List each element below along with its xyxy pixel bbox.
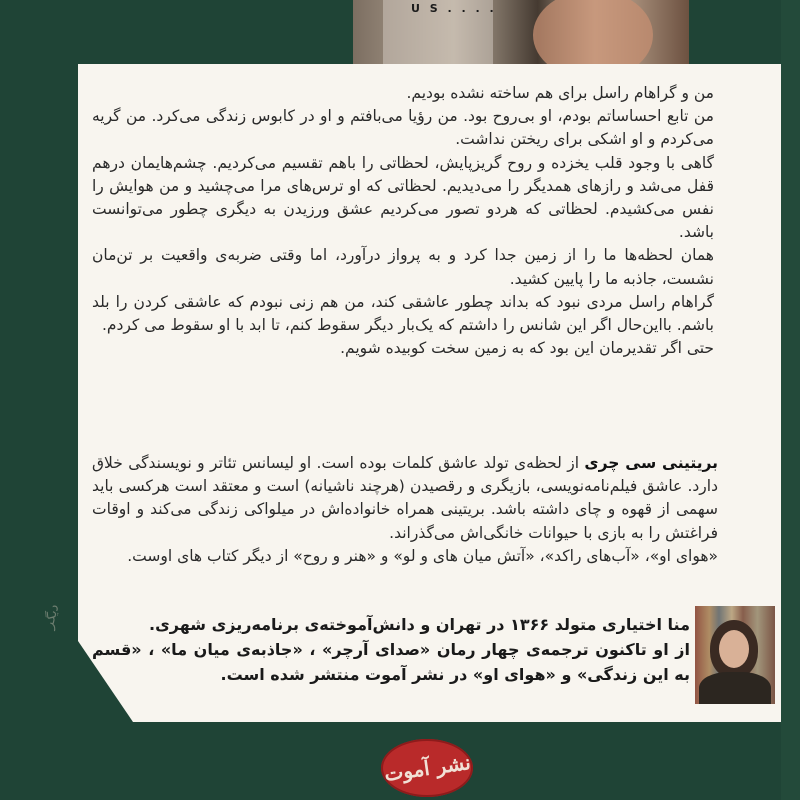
translator-face [719, 630, 749, 668]
main-paragraph-1: من و گراهام راسل برای هم ساخته نشده بودیم. [406, 84, 714, 102]
author-photo [353, 0, 689, 66]
author-bio [92, 452, 718, 568]
translator-line-1: منا اختیاری متولد ۱۳۶۶ در تهران و دانش‌آموخته‌ی برنامه‌ریزی شهری. [149, 615, 690, 634]
author-bio-paragraph [92, 452, 718, 545]
author-name: بریتینی سی چری [584, 454, 718, 472]
translator-body [699, 672, 771, 704]
main-paragraph-6: حتی اگر تقدیرمان این بود که به زمین سخت کوبیده شویم. [340, 339, 714, 358]
photo-figure-right [533, 0, 653, 66]
translator-bio [92, 612, 690, 687]
main-text [92, 82, 714, 360]
translator-line-2: از او تاکنون ترجمه‌ی چهار رمان «صدای آرچر» ، «جاذبه‌ی میان ما» ، «قسم به این زندگی» و «هوای او» در نشر آموت منتشر شده است. [92, 640, 690, 684]
author-books-line: «هوای او»، «آب‌های راکد»، «آتش میان های و لو» و «هنر و روح» از دیگر کتاب های اوست. [127, 546, 718, 565]
main-paragraph-4: همان لحظه‌ها ما را از زمین جدا کرد و به پرواز درآورد، اما وقتی ضربه‌ی واقعیت بر تن‌مان نشست، جاذبه ما را پایین کشید. [92, 246, 714, 288]
main-paragraph-5: گراهام راسل مردی نبود که بداند چطور عاشقی کند، من هم زنی نبودم که عاشقی کردن را بلد باشم. بااین‌حال اگر این شانس را داشتم که یک‌بار دیگر سقوط کنم، تا ابد با او سقوط می کردم. [92, 292, 714, 335]
signature: ديگر [41, 603, 63, 631]
translator-photo [695, 606, 775, 704]
main-paragraph-3: گاهی با وجود قلب یخزده و روح گریزپایش، لحظاتی را باهم تقسیم می‌کردیم. چشم‌هایمان درهم قفل می‌شد و رازهای همدیگر را می‌دیدیم. لحظاتی که او ترس‌های مرا می‌چشید و من هوایش را نفس می‌کشیدم. لحظاتی که هردو تصور می‌کردیم عشق ورزیدن به دیگری چطور می‌توانست باشد. [92, 153, 714, 242]
author-bio-text: از لحظه‌ی تولد عاشق کلمات بوده است. او لیسانس تئاتر و نویسندگی خلاق دارد. عاشق فیلم‌نامه‌نویسی، بازیگری و رقصیدن (هرچند ناشیانه) است و معتقد است هرکسی باید سهمی از قهوه و چای داشته باشد. بریتینی همراه خانواده‌اش در میلواکی زندگی می‌کند و اوقات فراغتش را به بازی با حیوانات خانگی‌اش می‌گذراند. [92, 454, 718, 542]
cover-edge-strip [781, 0, 800, 800]
publisher-logo-text: نشر آموت [382, 750, 472, 786]
main-paragraph-2: من تابع احساساتم بودم، او بی‌روح بود. من رؤیا می‌بافتم و او در کابوس زندگی می‌کرد. من گریه می‌کردم و او اشکی برای ریختن نداشت. [92, 107, 714, 149]
photo-text: U S . . . . [411, 2, 497, 15]
publisher-logo [381, 739, 473, 797]
